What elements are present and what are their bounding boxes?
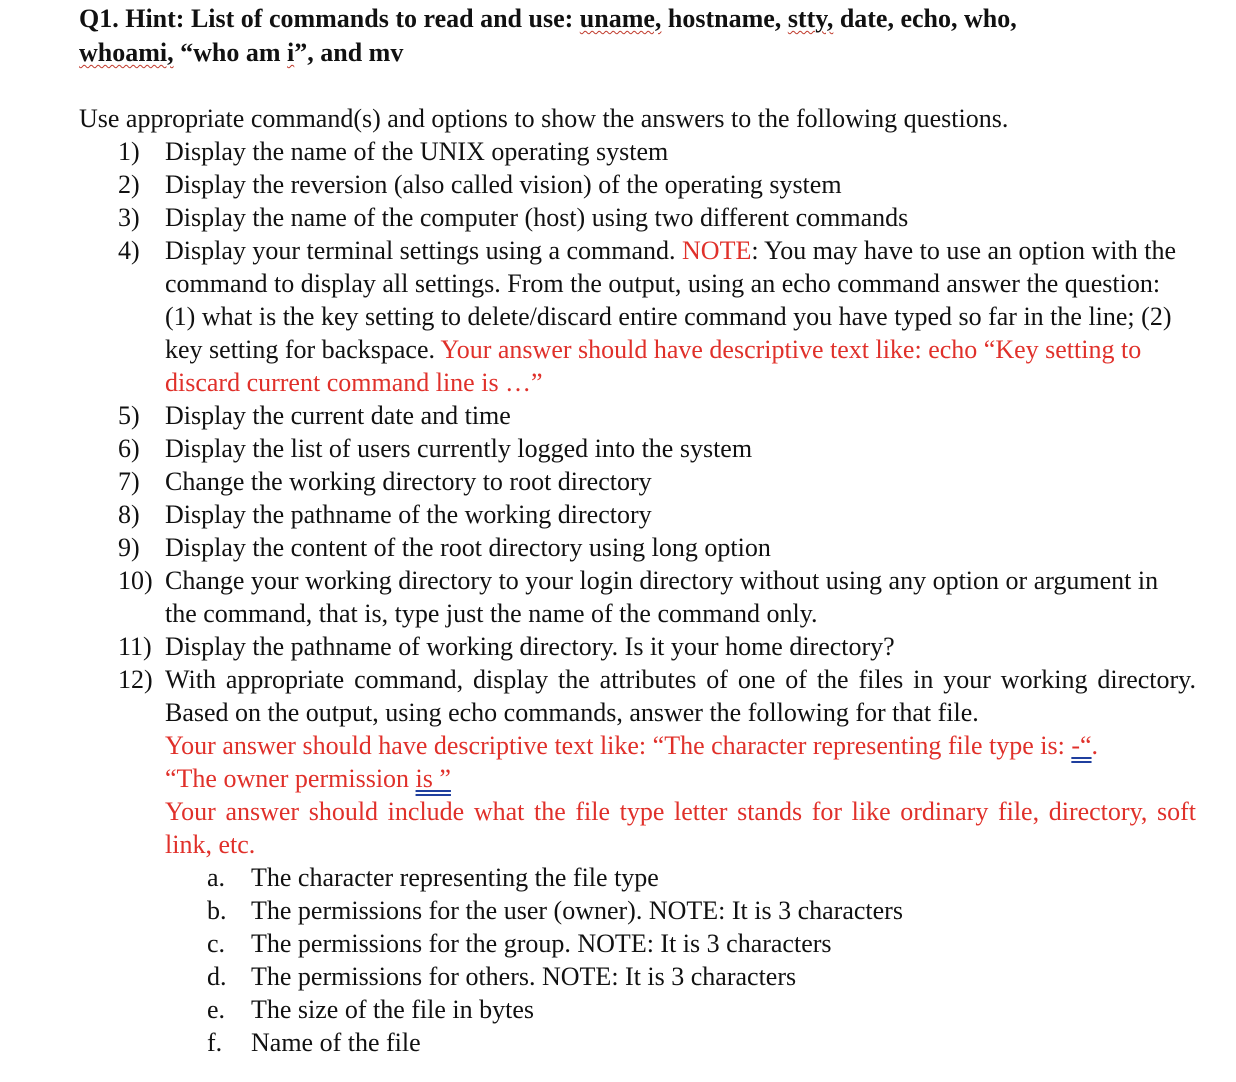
instruction-red-mark: -“ xyxy=(1071,731,1092,760)
list-item xyxy=(0,465,1236,498)
list-item xyxy=(0,498,1236,531)
sub-item-label: c. xyxy=(207,929,226,958)
sub-item-label: b. xyxy=(207,896,227,925)
instruction-red-part: . xyxy=(1091,731,1099,760)
heading-cmd-whoami: whoami, xyxy=(79,38,174,67)
item-number: 11) xyxy=(118,632,152,661)
item-text: Display the name of the UNIX operating system xyxy=(165,137,669,166)
item-text xyxy=(165,234,1196,399)
item-text-part: : You may have to use an option with the command to display all settings. From the output, using an echo command answer the question: (1) what is the key setting to delete/discard entire command you have typed so far in the line; (2) key setting for backspace. xyxy=(165,236,1176,364)
item-number: 12) xyxy=(118,665,153,694)
item-number: 2) xyxy=(118,170,140,199)
list-item xyxy=(0,135,1236,168)
question-list xyxy=(0,135,1236,861)
sub-item-text: The permissions for others. NOTE: It is 3 characters xyxy=(251,962,797,991)
instruction-red-part: Your answer should have descriptive text like: “The character representing file type is: xyxy=(165,731,1072,760)
item-text: Display the reversion (also called vision) of the operating system xyxy=(165,170,842,199)
item-text-part: Display your terminal settings using a command. xyxy=(165,236,683,265)
question-heading xyxy=(79,2,1219,70)
heading-cmd-uname: uname, xyxy=(579,4,662,33)
item-number: 5) xyxy=(118,401,140,430)
list-item xyxy=(0,663,1236,861)
instruction-red-mark: is ” xyxy=(415,764,451,793)
sub-item-text: The character representing the file type xyxy=(251,863,659,892)
list-item xyxy=(0,168,1236,201)
heading-mid3: “who am xyxy=(173,38,288,67)
item-text: Display the pathname of the working directory xyxy=(165,500,652,529)
item-text: Change the working directory to root directory xyxy=(165,467,652,496)
item-number: 10) xyxy=(118,566,153,595)
heading-mid1: hostname, xyxy=(661,4,788,33)
sub-item-label: e. xyxy=(207,995,226,1024)
item-text: Display the current date and time xyxy=(165,401,511,430)
item-number: 1) xyxy=(118,137,140,166)
sub-item-label: d. xyxy=(207,962,227,991)
list-item xyxy=(0,564,1236,630)
sub-item-text: The permissions for the user (owner). NOTE: It is 3 characters xyxy=(251,896,903,925)
instruction-red-part: “The owner permission xyxy=(165,764,416,793)
item-text: Display the pathname of working directory. Is it your home directory? xyxy=(165,632,895,661)
sub-item-text: The permissions for the group. NOTE: It is 3 characters xyxy=(251,929,832,958)
sub-item-text: Name of the file xyxy=(251,1028,421,1057)
item-text: Display the list of users currently logged into the system xyxy=(165,434,753,463)
sub-item-text: The size of the file in bytes xyxy=(251,995,535,1024)
item-text: Display the name of the computer (host) using two different commands xyxy=(165,203,909,232)
list-item xyxy=(0,432,1236,465)
item-number: 9) xyxy=(118,533,140,562)
list-item xyxy=(0,399,1236,432)
item-number: 4) xyxy=(118,236,140,265)
heading-mid2: date, echo, who, xyxy=(833,4,1017,33)
heading-prefix: Q1. Hint: List of commands to read and use: xyxy=(79,4,580,33)
item-text-part: With appropriate command, display the attributes of one of the files in your working directory. Based on the output, using echo commands, answer the following for that file. xyxy=(165,665,1196,727)
item-text xyxy=(165,663,1196,861)
list-item xyxy=(0,531,1236,564)
item-text: Display the content of the root directory using long option xyxy=(165,533,771,562)
intro-text: Use appropriate command(s) and options to show the answers to the following questions. xyxy=(79,104,1009,133)
list-item xyxy=(0,234,1236,399)
item-number: 6) xyxy=(118,434,140,463)
note-label: NOTE xyxy=(682,236,752,265)
instruction-red-part: Your answer should include what the file type letter stands for like ordinary file, directory, soft link, etc. xyxy=(165,797,1196,859)
item-number: 8) xyxy=(118,500,140,529)
list-item xyxy=(0,201,1236,234)
heading-suffix: ”, and mv xyxy=(294,38,404,67)
item-number: 7) xyxy=(118,467,140,496)
instruction-red xyxy=(165,731,1196,859)
sub-item-label: f. xyxy=(207,1028,223,1057)
heading-cmd-stty: stty, xyxy=(787,4,834,33)
item-number: 3) xyxy=(118,203,140,232)
heading-cmd-i: i xyxy=(287,38,295,67)
item-text: Change your working directory to your login directory without using any option or argument in the command, that is, type just the name of the command only. xyxy=(165,566,1159,628)
sub-item-label: a. xyxy=(207,863,226,892)
list-item xyxy=(0,630,1236,663)
instruction-red: Your answer should have descriptive text like: echo “Key setting to discard current command line is …” xyxy=(165,335,1142,397)
